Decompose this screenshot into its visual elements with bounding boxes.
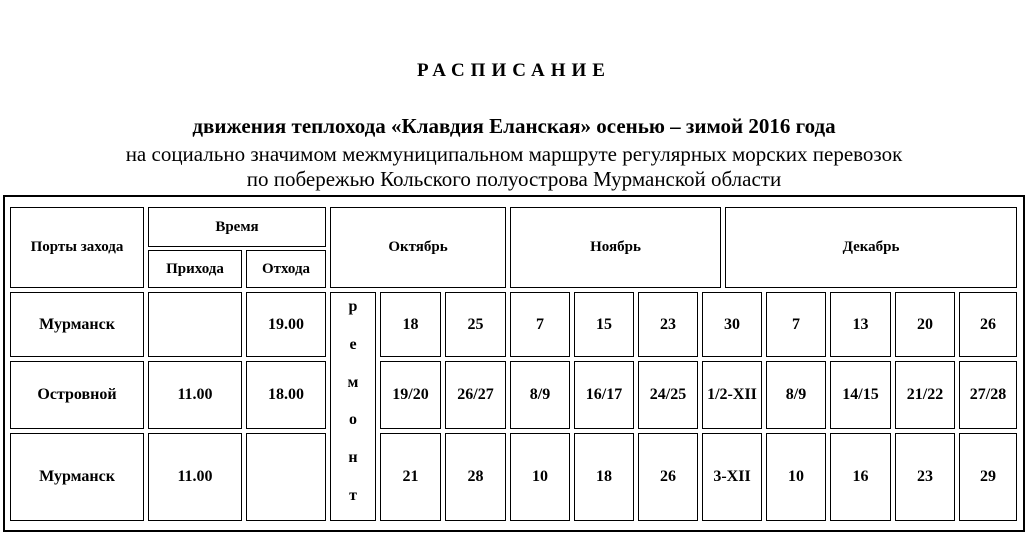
header-october: Октябрь <box>330 207 506 288</box>
date-cell: 7 <box>510 292 570 357</box>
arrival-cell: 11.00 <box>148 433 242 521</box>
date-cell: 27/28 <box>959 361 1017 429</box>
repair-letter: м <box>347 373 359 391</box>
schedule-subtitle-route: на социально значимом межмуниципальном маршруте регулярных морских перевозок <box>125 142 903 166</box>
repair-letter: т <box>349 486 357 504</box>
date-cell: 8/9 <box>510 361 570 429</box>
date-cell: 23 <box>895 433 955 521</box>
date-cell: 21 <box>380 433 441 521</box>
date-cell: 28 <box>445 433 506 521</box>
departure-cell <box>246 433 326 521</box>
departure-cell: 19.00 <box>246 292 326 357</box>
date-cell: 26/27 <box>445 361 506 429</box>
header-time: Время <box>148 207 326 247</box>
date-cell: 10 <box>510 433 570 521</box>
date-cell: 25 <box>445 292 506 357</box>
date-cell: 21/22 <box>895 361 955 429</box>
date-cell: 26 <box>638 433 698 521</box>
arrival-cell: 11.00 <box>148 361 242 429</box>
schedule-subtitle-ship: движения теплохода «Клавдия Еланская» осенью – зимой 2016 года <box>192 114 836 138</box>
port-cell: Островной <box>10 361 144 429</box>
date-cell: 30 <box>702 292 762 357</box>
repair-letter: н <box>348 449 358 467</box>
date-cell: 3-XII <box>702 433 762 521</box>
header-november: Ноябрь <box>510 207 721 288</box>
date-cell: 13 <box>830 292 891 357</box>
departure-cell: 18.00 <box>246 361 326 429</box>
date-cell: 15 <box>574 292 634 357</box>
date-cell: 1/2-XII <box>702 361 762 429</box>
date-cell: 10 <box>766 433 826 521</box>
repair-vertical-label <box>330 292 376 521</box>
arrival-cell <box>148 292 242 357</box>
date-cell: 26 <box>959 292 1017 357</box>
port-cell: Мурманск <box>10 433 144 521</box>
date-cell: 16 <box>830 433 891 521</box>
date-cell: 7 <box>766 292 826 357</box>
schedule-title: РАСПИСАНИЕ <box>417 60 611 81</box>
port-cell: Мурманск <box>10 292 144 357</box>
repair-letter: р <box>348 298 358 315</box>
date-cell: 18 <box>574 433 634 521</box>
date-cell: 19/20 <box>380 361 441 429</box>
date-cell: 8/9 <box>766 361 826 429</box>
header-december: Декабрь <box>725 207 1017 288</box>
date-cell: 23 <box>638 292 698 357</box>
repair-letter: е <box>349 335 357 353</box>
date-cell: 20 <box>895 292 955 357</box>
date-cell: 14/15 <box>830 361 891 429</box>
date-cell: 24/25 <box>638 361 698 429</box>
date-cell: 29 <box>959 433 1017 521</box>
date-cell: 16/17 <box>574 361 634 429</box>
schedule-subtitle-region: по побережью Кольского полуострова Мурманской области <box>246 167 782 191</box>
header-departure: Отхода <box>246 250 326 288</box>
header-ports: Порты захода <box>10 207 144 288</box>
header-arrival: Прихода <box>148 250 242 288</box>
date-cell: 18 <box>380 292 441 357</box>
repair-letter: о <box>349 411 357 429</box>
